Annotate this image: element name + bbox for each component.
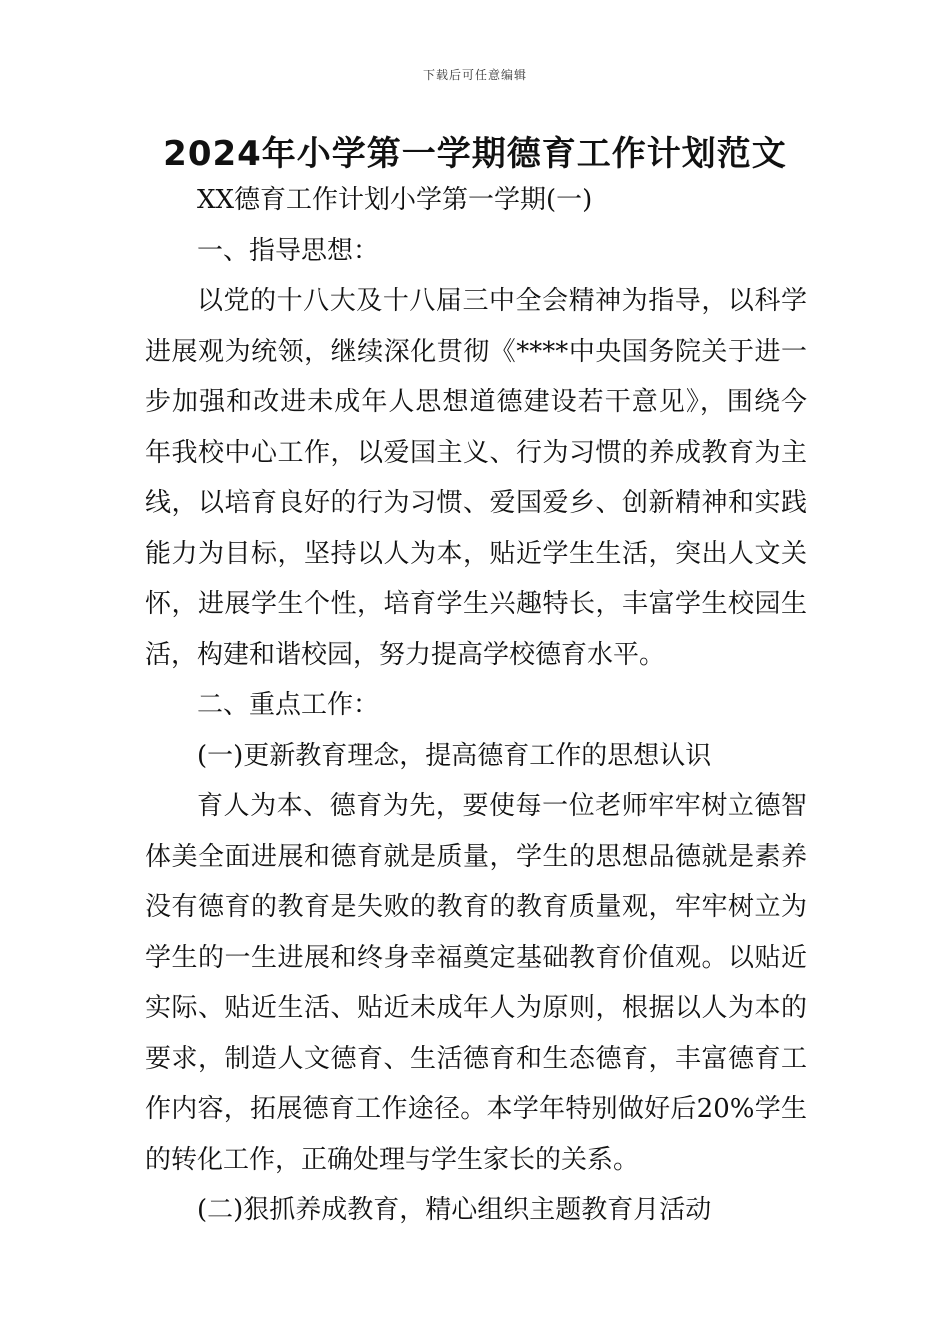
header-note: 下载后可任意编辑 bbox=[422, 68, 527, 82]
body-paragraph: 育人为本、德育为先，要使每一位老师牢牢树立德智体美全面进展和德育就是质量，学生的思想品德就是素养没有德育的教育是失败的教育的教育质量观，牢牢树立为学生的一生进展和终身幸福奠定基础教育价值观。以贴近实际、贴近生活、贴近未成年人为原则，根据以人为本的要求，制造人文德育、生活德育和生态德育，丰富德育工作内容，拓展德育工作途径。本学年特别做好后20%学生的转化工作，正确处理与学生家长的关系。 bbox=[145, 791, 807, 1175]
document-title: 2024年小学第一学期德育工作计划范文 bbox=[163, 134, 787, 174]
section-heading-guiding-thought: 一、指导思想： bbox=[197, 235, 380, 266]
subtitle-paragraph: XX德育工作计划小学第一学期(一) bbox=[197, 185, 593, 215]
body-paragraph: 以党的十八大及十八届三中全会精神为指导，以科学进展观为统领，继续深化贯彻《****中央国务院关于进一步加强和改进未成年人思想道德建设若干意见》，围绕今年我校中心工作，以爱国主义、行为习惯的养成教育为主线，以培育良好的行为习惯、爱国爱乡、创新精神和实践能力为目标，坚持以人为本，贴近学生生活，突出人文关怀，进展学生个性，培育学生兴趣特长，丰富学生校园生活，构建和谐校园，努力提高学校德育水平。 bbox=[145, 286, 807, 670]
section-heading-key-work: 二、重点工作： bbox=[197, 690, 380, 720]
subsection-heading-1: (一)更新教育理念，提高德育工作的思想认识 bbox=[197, 740, 712, 771]
document-body bbox=[145, 175, 807, 1236]
subsection-heading-2: (二)狠抓养成教育，精心组织主题教育月活动 bbox=[197, 1195, 712, 1225]
